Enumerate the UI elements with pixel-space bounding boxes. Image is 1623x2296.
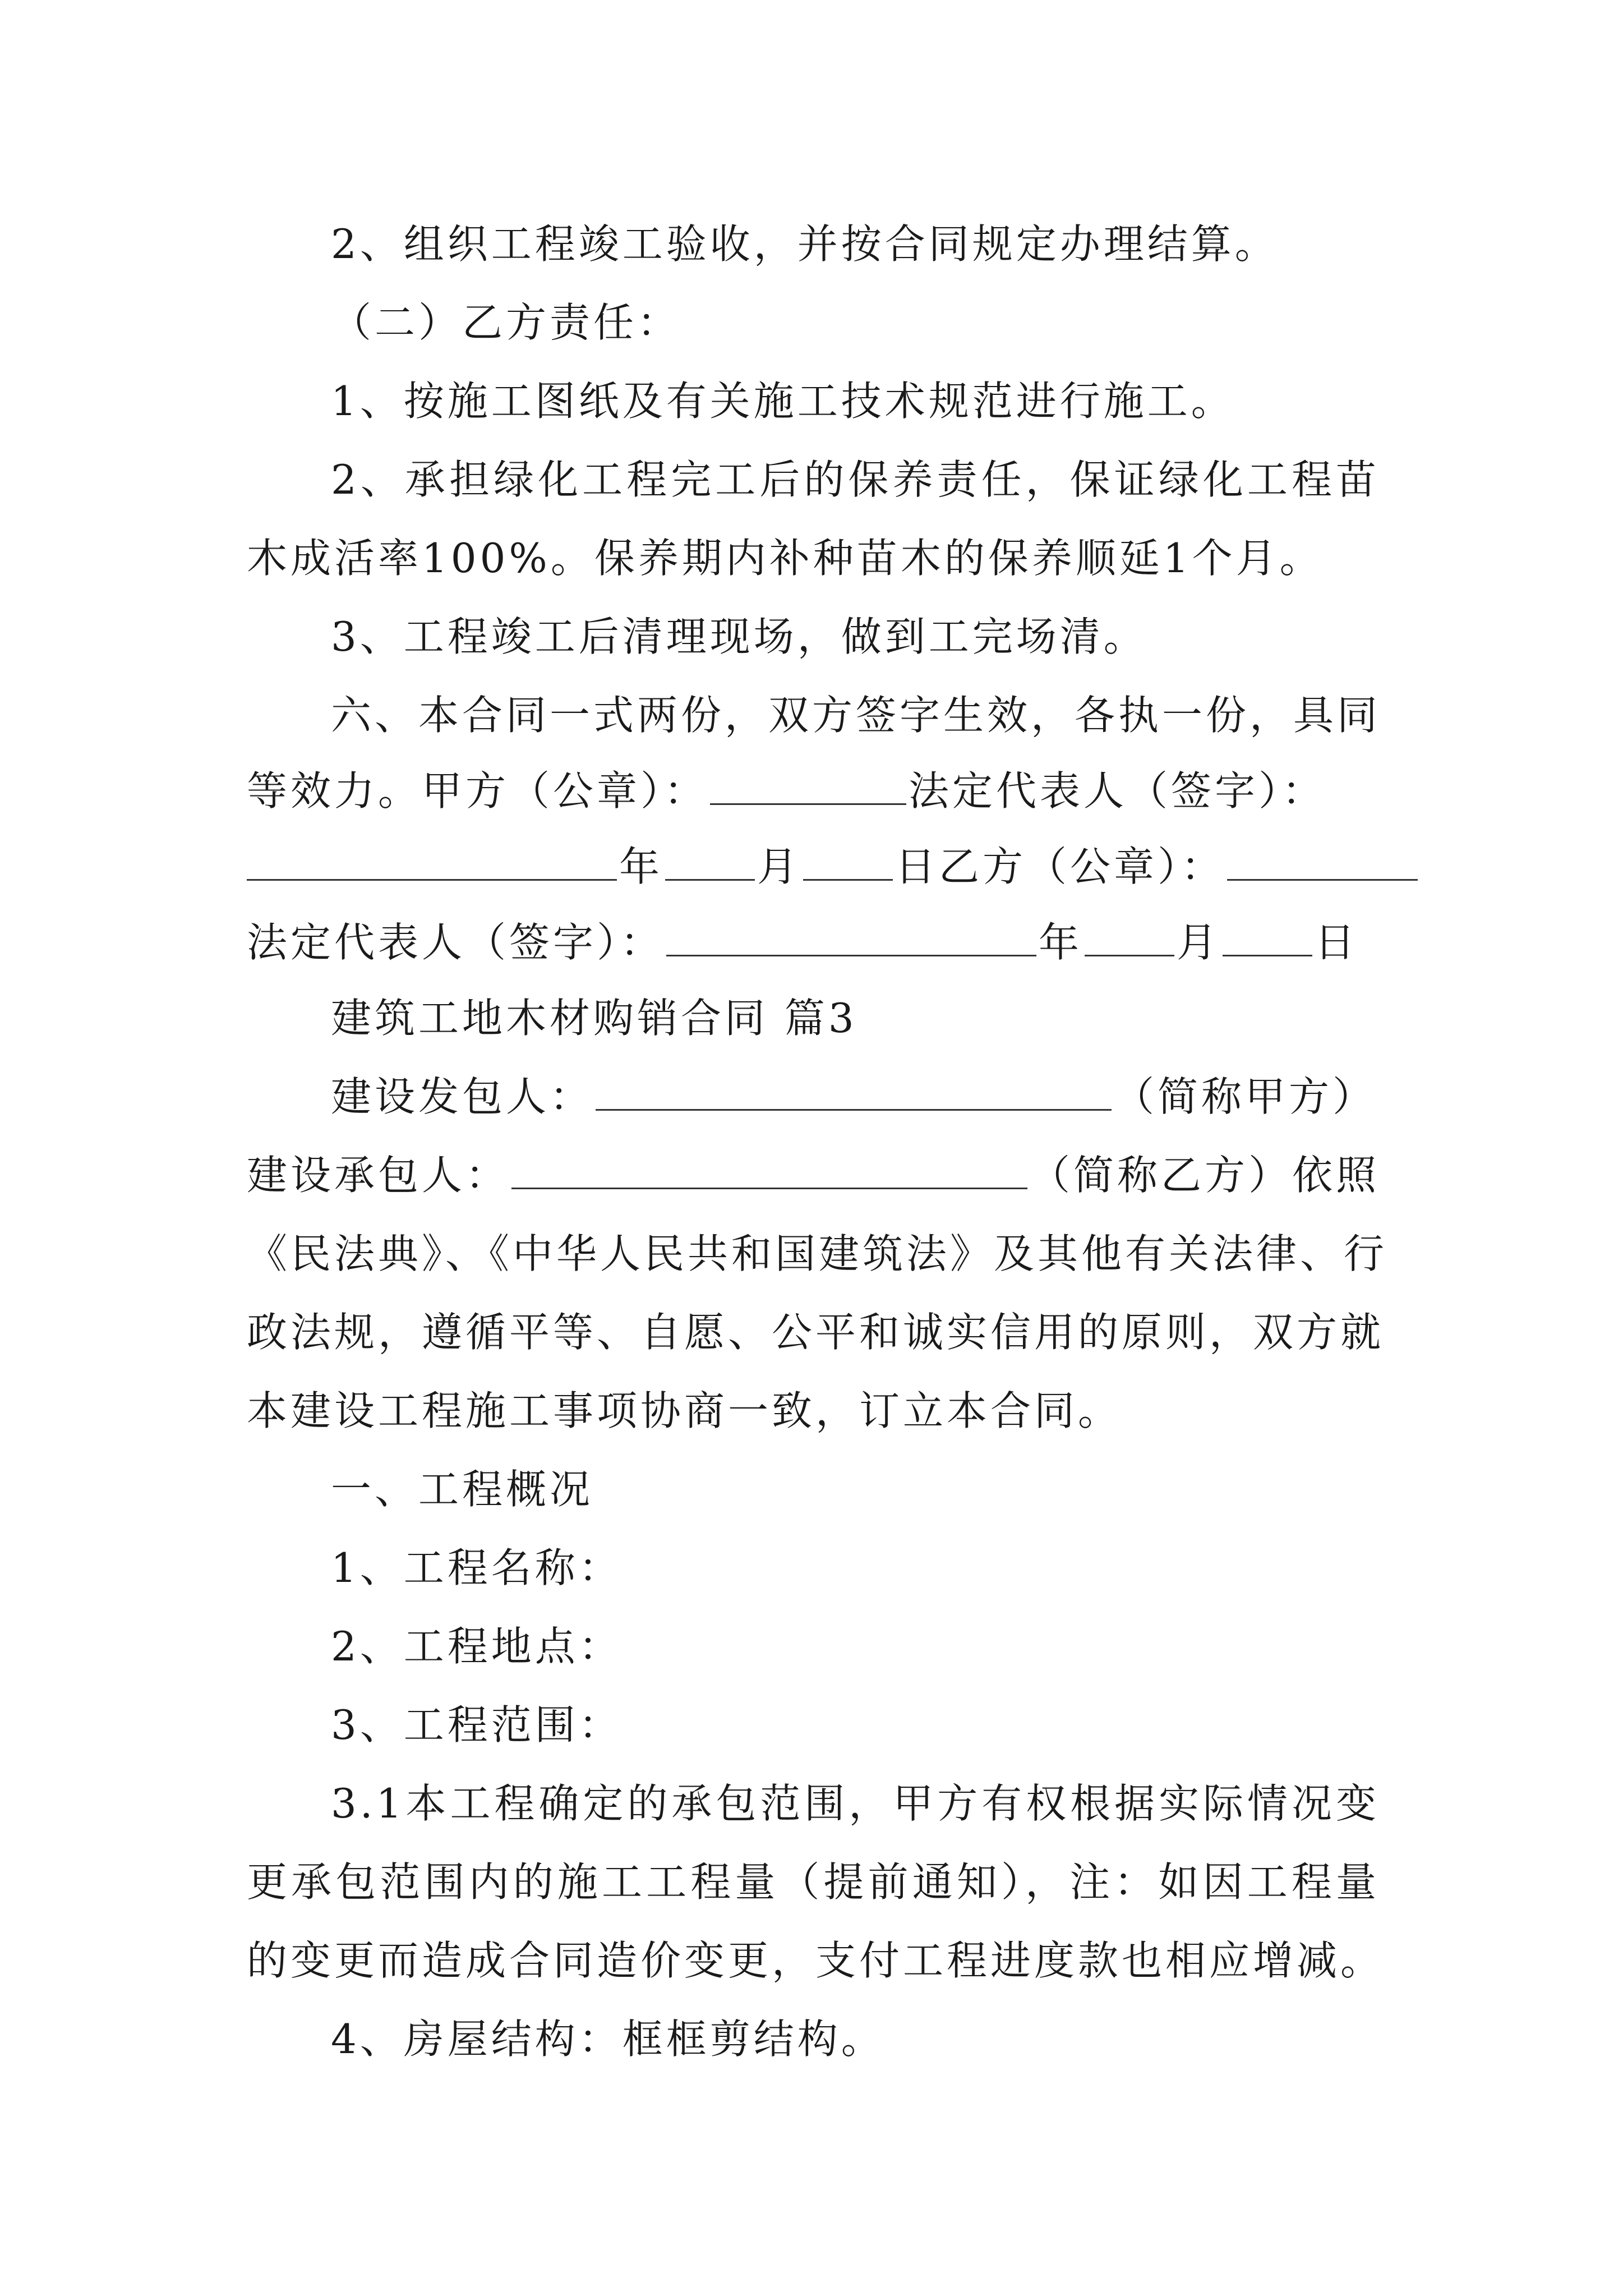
date-line-party-b xyxy=(247,914,1380,970)
month-blank[interactable] xyxy=(665,844,755,881)
paragraph-line: 政法规，遵循平等、自愿、公平和诚实信用的原则，双方就 xyxy=(247,1309,1385,1356)
list-item: 3、工程范围： xyxy=(331,1701,623,1749)
list-item: 1、工程名称： xyxy=(331,1544,623,1591)
paragraph-line: 《民法典》、《中华人民共和国建筑法》及其他有关法律、行 xyxy=(247,1230,1388,1277)
date-line-party-a xyxy=(247,839,1380,895)
month-label: 月 xyxy=(1177,919,1221,966)
list-item: 2、工程地点： xyxy=(331,1623,623,1670)
contractor-label: 建设承包人： xyxy=(247,1152,510,1199)
contractor-line xyxy=(247,1147,1380,1203)
month-label: 月 xyxy=(757,843,801,890)
employer-line xyxy=(331,1069,1380,1125)
paragraph-line: 2、承担绿化工程完工后的保养责任，保证绿化工程苗 xyxy=(331,456,1380,503)
employer-blank[interactable] xyxy=(596,1074,1112,1111)
party-a-signature-blank[interactable] xyxy=(247,844,617,881)
year-label: 年 xyxy=(1039,919,1083,966)
party-a-seal-blank[interactable] xyxy=(710,769,906,805)
day-blank[interactable] xyxy=(803,844,893,881)
day-label: 日 xyxy=(1315,919,1359,966)
signature-line-party-a xyxy=(247,763,1380,819)
paragraph-line: 六、本合同一式两份，双方签字生效，各执一份，具同 xyxy=(331,692,1381,739)
contractor-abbr: （简称乙方）依照 xyxy=(1030,1152,1380,1199)
paragraph-line: 1、按施工图纸及有关施工技术规范进行施工。 xyxy=(331,378,1235,425)
party-b-seal-label: 日乙方（公章）： xyxy=(895,843,1225,890)
employer-abbr: （简称甲方） xyxy=(1114,1073,1377,1120)
month-blank[interactable] xyxy=(1085,920,1174,956)
contractor-blank[interactable] xyxy=(511,1153,1027,1189)
paragraph-line: 的变更而造成合同造价变更，支付工程进度款也相应增减。 xyxy=(247,1937,1385,1984)
paragraph-line: 本建设工程施工事项协商一致，订立本合同。 xyxy=(247,1387,1122,1434)
article-title: 建筑工地木材购销合同 篇3 xyxy=(331,995,857,1042)
party-a-representative-label: 法定代表人（签字）： xyxy=(909,767,1326,815)
section-heading: （二）乙方责任： xyxy=(331,299,681,346)
party-b-signature-blank[interactable] xyxy=(666,920,1036,956)
party-a-seal-label: 等效力。甲方（公章）： xyxy=(247,767,708,815)
paragraph-line: 3.1本工程确定的承包范围，甲方有权根据实际情况变 xyxy=(331,1780,1380,1827)
paragraph-line: 木成活率100%。保养期内补种苗木的保养顺延1个月。 xyxy=(247,535,1324,582)
paragraph-line: 2、组织工程竣工验收，并按合同规定办理结算。 xyxy=(331,220,1279,268)
section-heading: 一、工程概况 xyxy=(331,1466,594,1513)
paragraph-line: 3、工程竣工后清理现场，做到工完场清。 xyxy=(331,613,1147,660)
paragraph-line: 更承包范围内的施工工程量（提前通知），注：如因工程量 xyxy=(247,1858,1380,1906)
party-b-seal-blank[interactable] xyxy=(1227,844,1418,881)
list-item: 4、房屋结构：框框剪结构。 xyxy=(331,2016,885,2063)
employer-label: 建设发包人： xyxy=(331,1073,594,1120)
year-label: 年 xyxy=(619,843,663,890)
party-b-representative-label: 法定代表人（签字）： xyxy=(247,919,665,966)
day-blank[interactable] xyxy=(1223,920,1312,956)
